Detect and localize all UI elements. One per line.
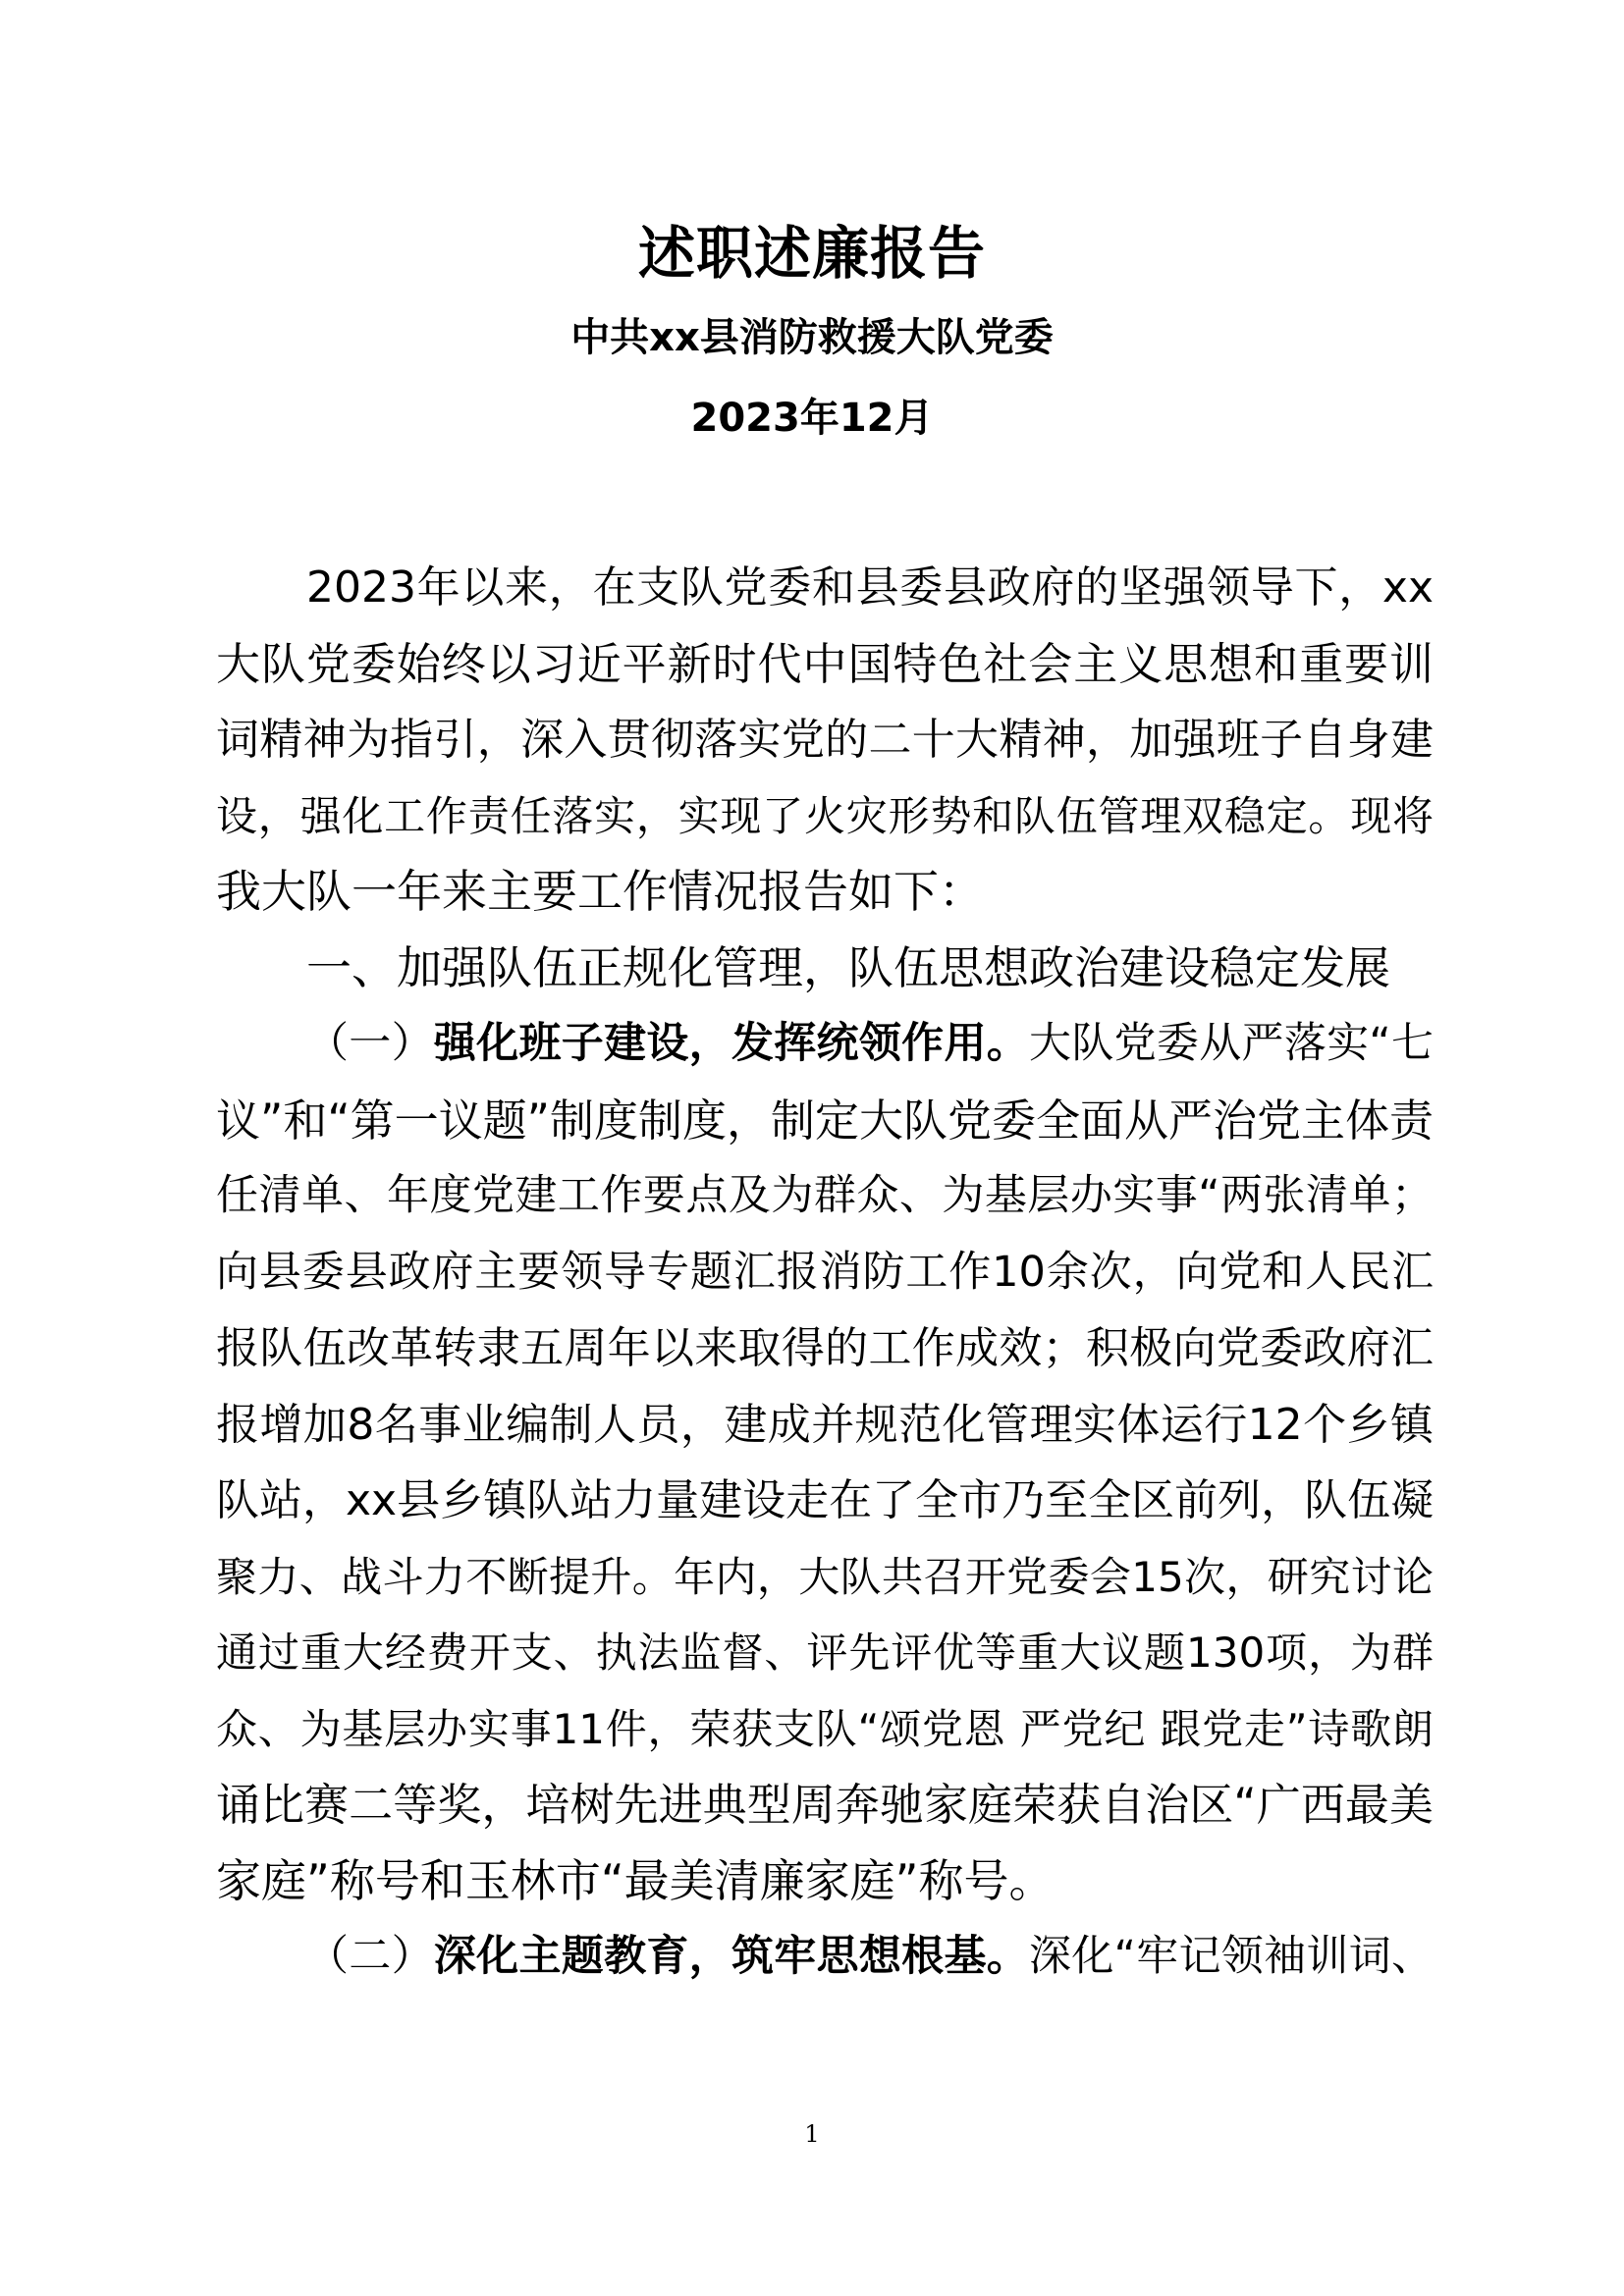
subsection-1-line-6: 报增加8名事业编制人员，建成并规范化管理实体运行12个乡镇: [216, 1399, 1434, 1450]
paragraph-intro-line-2: 大队党委始终以习近平新时代中国特色社会主义思想和重要训: [216, 637, 1434, 690]
subsection-1-line-3: 任清单、年度党建工作要点及为群众、为基层办实事“两张清单；: [216, 1171, 1434, 1220]
subsection-1-heading: 强化班子建设，发挥统领作用。: [433, 1019, 1030, 1068]
page-number: 1: [804, 2120, 820, 2148]
subsection-1-line-5: 报队伍改革转隶五周年以来取得的工作成效；积极向党委政府汇: [216, 1323, 1434, 1373]
subsection-2-number: （二）: [306, 1932, 434, 1981]
subsection-1-line-12: 家庭”称号和玉林市“最美清廉家庭”称号。: [216, 1853, 1055, 1907]
subsection-2-heading: 深化主题教育，筑牢思想根基。: [433, 1932, 1030, 1981]
section-heading-1: 一、加强队伍正规化管理，队伍思想政治建设稳定发展: [306, 940, 1390, 994]
subsection-1-line-9: 通过重大经费开支、执法监督、评先评优等重大议题130项，为群: [216, 1629, 1434, 1677]
report-body: [216, 550, 1434, 1996]
subsection-1-line-2: 议”和“第一议题”制度制度，制定大队党委全面从严治党主体责: [216, 1094, 1434, 1147]
organization-name: 中共xx县消防救援大队党委: [570, 315, 1054, 360]
subsection-1-text: 大队党委从严落实“七: [1029, 1019, 1434, 1068]
subsection-2-line-1: [216, 1919, 1434, 1996]
paragraph-intro-line-3: 词精神为指引，深入贯彻落实党的二十大精神，加强班子自身建: [216, 715, 1434, 765]
subsection-1-number: （一）: [306, 1019, 434, 1068]
subsection-1-line-7: 队站，xx县乡镇队站力量建设走在了全市乃至全区前列，队伍凝: [216, 1475, 1435, 1525]
subsection-1-line-4: 向县委县政府主要领导专题汇报消防工作10余次，向党和人民汇: [216, 1247, 1434, 1297]
subsection-1-line-8: 聚力、战斗力不断提升。年内，大队共召开党委会15次，研究讨论: [216, 1552, 1434, 1601]
subsection-1-line-1: [216, 1006, 1434, 1083]
paragraph-intro-line-1: 2023年以来，在支队党委和县委县政府的坚强领导下，xx: [306, 562, 1434, 613]
subsection-1-line-11: 诵比赛二等奖，培树先进典型周奔驰家庭荣获自治区“广西最美: [216, 1779, 1434, 1831]
subsection-2-text: 深化“牢记领袖训词、: [1029, 1932, 1434, 1981]
paragraph-intro-line-4: 设，强化工作责任落实，实现了火灾形势和队伍管理双稳定。现将: [216, 791, 1434, 840]
report-date: 2023年12月: [690, 396, 934, 441]
subsection-1-line-10: 众、为基层办实事11件，荣获支队“颂党恩 严党纪 跟党走”诗歌朗: [216, 1704, 1434, 1753]
paragraph-intro-line-5: 我大队一年来主要工作情况报告如下：: [216, 865, 984, 918]
document-title: 述职述廉报告: [637, 220, 986, 287]
